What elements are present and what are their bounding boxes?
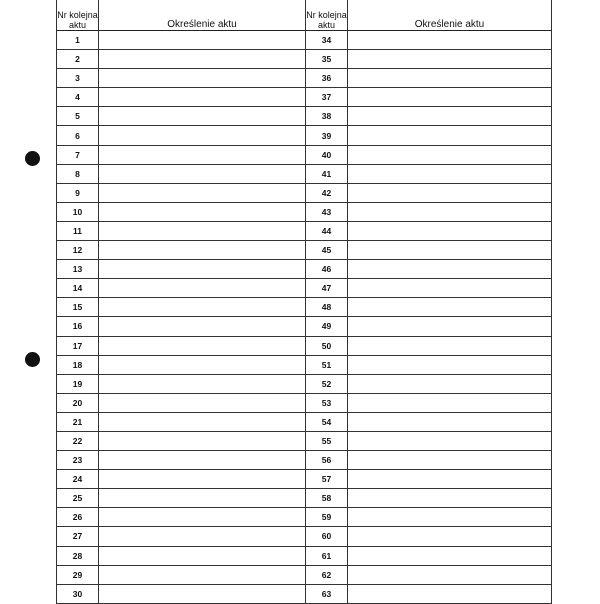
description-cell (348, 145, 552, 164)
description-cell (348, 336, 552, 355)
table-row (57, 31, 306, 50)
row-number: 55 (306, 431, 348, 450)
row-number: 51 (306, 355, 348, 374)
table-row (306, 31, 552, 50)
table-row (306, 393, 552, 412)
row-number: 35 (306, 50, 348, 69)
description-cell (348, 31, 552, 50)
table-row (306, 508, 552, 527)
table-row (306, 298, 552, 317)
row-number: 54 (306, 412, 348, 431)
table-row (306, 126, 552, 145)
table-row (306, 565, 552, 584)
table-row (306, 202, 552, 221)
table-row (57, 355, 306, 374)
row-number: 2 (57, 50, 99, 69)
table-row (57, 317, 306, 336)
row-number: 63 (306, 584, 348, 603)
description-cell (348, 317, 552, 336)
row-number: 42 (306, 183, 348, 202)
description-cell (348, 470, 552, 489)
description-cell (99, 546, 306, 565)
table-row (57, 298, 306, 317)
table-row (306, 69, 552, 88)
row-number: 17 (57, 336, 99, 355)
description-cell (99, 489, 306, 508)
row-number: 16 (57, 317, 99, 336)
table-row (306, 546, 552, 565)
description-cell (99, 374, 306, 393)
table-row (57, 508, 306, 527)
description-cell (99, 202, 306, 221)
table-row (306, 88, 552, 107)
table-row (306, 145, 552, 164)
description-cell (99, 31, 306, 50)
table-row (57, 584, 306, 603)
table-row (306, 317, 552, 336)
description-cell (348, 451, 552, 470)
table-row (306, 221, 552, 240)
description-cell (99, 355, 306, 374)
row-number: 47 (306, 279, 348, 298)
description-cell (348, 412, 552, 431)
description-cell (348, 202, 552, 221)
description-cell (99, 412, 306, 431)
description-cell (348, 355, 552, 374)
table-row (306, 584, 552, 603)
description-cell (99, 50, 306, 69)
table-row (57, 431, 306, 450)
description-cell (99, 393, 306, 412)
table-row (57, 374, 306, 393)
row-number: 29 (57, 565, 99, 584)
description-cell (348, 565, 552, 584)
table-row (57, 393, 306, 412)
column-header-number: Nr kolejna aktu (57, 0, 99, 31)
row-number: 41 (306, 164, 348, 183)
column-header-description: Określenie aktu (99, 0, 306, 31)
row-number: 30 (57, 584, 99, 603)
table-row (306, 50, 552, 69)
table-row (306, 374, 552, 393)
row-number: 44 (306, 221, 348, 240)
row-number: 25 (57, 489, 99, 508)
row-number: 53 (306, 393, 348, 412)
row-number: 28 (57, 546, 99, 565)
row-number: 61 (306, 546, 348, 565)
row-number: 6 (57, 126, 99, 145)
description-cell (348, 183, 552, 202)
description-cell (348, 88, 552, 107)
row-number: 36 (306, 69, 348, 88)
row-number: 5 (57, 107, 99, 126)
row-number: 27 (57, 527, 99, 546)
table-row (306, 164, 552, 183)
table-row (57, 183, 306, 202)
table-row (306, 527, 552, 546)
row-number: 4 (57, 88, 99, 107)
table-row (57, 527, 306, 546)
table-row (306, 470, 552, 489)
row-number: 3 (57, 69, 99, 88)
punch-hole-bottom (25, 352, 40, 367)
table-row (57, 241, 306, 260)
description-cell (348, 527, 552, 546)
description-cell (99, 221, 306, 240)
row-number: 60 (306, 527, 348, 546)
description-cell (99, 584, 306, 603)
description-cell (99, 69, 306, 88)
description-cell (99, 527, 306, 546)
description-cell (99, 88, 306, 107)
description-cell (99, 298, 306, 317)
description-cell (99, 145, 306, 164)
row-number: 13 (57, 260, 99, 279)
table-row (57, 470, 306, 489)
description-cell (348, 241, 552, 260)
table-row (306, 241, 552, 260)
row-number: 11 (57, 221, 99, 240)
description-cell (348, 260, 552, 279)
table-row (57, 489, 306, 508)
table-row (57, 126, 306, 145)
table-row (306, 260, 552, 279)
table-row (57, 565, 306, 584)
row-number: 24 (57, 470, 99, 489)
row-number: 20 (57, 393, 99, 412)
description-cell (99, 336, 306, 355)
row-number: 15 (57, 298, 99, 317)
description-cell (99, 431, 306, 450)
table-row (306, 183, 552, 202)
table-row (57, 336, 306, 355)
table-row (306, 489, 552, 508)
row-number: 50 (306, 336, 348, 355)
table-row (306, 451, 552, 470)
description-cell (348, 298, 552, 317)
description-cell (348, 584, 552, 603)
row-number: 59 (306, 508, 348, 527)
row-number: 23 (57, 451, 99, 470)
description-cell (348, 279, 552, 298)
table-row (57, 145, 306, 164)
description-cell (99, 126, 306, 145)
table-row (306, 336, 552, 355)
row-number: 43 (306, 202, 348, 221)
column-header-number: Nr kolejna aktu (306, 0, 348, 31)
table-row (57, 202, 306, 221)
description-cell (348, 508, 552, 527)
table-row (57, 546, 306, 565)
row-number: 18 (57, 355, 99, 374)
table-row (306, 107, 552, 126)
row-number: 22 (57, 431, 99, 450)
table-row (306, 431, 552, 450)
punch-hole-top (25, 151, 40, 166)
table-row (306, 355, 552, 374)
row-number: 49 (306, 317, 348, 336)
table-row (57, 260, 306, 279)
row-number: 9 (57, 183, 99, 202)
description-cell (348, 489, 552, 508)
description-cell (348, 69, 552, 88)
table-row (57, 164, 306, 183)
row-number: 19 (57, 374, 99, 393)
description-cell (348, 546, 552, 565)
register-table-right (305, 0, 552, 604)
table-row (57, 88, 306, 107)
table-row (306, 279, 552, 298)
description-cell (99, 164, 306, 183)
row-number: 12 (57, 241, 99, 260)
table-row (57, 69, 306, 88)
row-number: 14 (57, 279, 99, 298)
row-number: 39 (306, 126, 348, 145)
row-number: 62 (306, 565, 348, 584)
row-number: 57 (306, 470, 348, 489)
table-row (306, 412, 552, 431)
row-number: 56 (306, 451, 348, 470)
description-cell (348, 107, 552, 126)
row-number: 8 (57, 164, 99, 183)
description-cell (99, 508, 306, 527)
table-row (57, 412, 306, 431)
row-number: 52 (306, 374, 348, 393)
row-number: 40 (306, 145, 348, 164)
description-cell (348, 431, 552, 450)
description-cell (99, 470, 306, 489)
description-cell (348, 393, 552, 412)
description-cell (99, 279, 306, 298)
description-cell (99, 241, 306, 260)
description-cell (348, 164, 552, 183)
table-row (57, 451, 306, 470)
row-number: 48 (306, 298, 348, 317)
description-cell (99, 451, 306, 470)
description-cell (99, 317, 306, 336)
row-number: 1 (57, 31, 99, 50)
description-cell (99, 260, 306, 279)
table-row (57, 107, 306, 126)
table-row (57, 221, 306, 240)
row-number: 10 (57, 202, 99, 221)
description-cell (99, 183, 306, 202)
description-cell (348, 374, 552, 393)
row-number: 26 (57, 508, 99, 527)
description-cell (99, 107, 306, 126)
row-number: 7 (57, 145, 99, 164)
description-cell (348, 126, 552, 145)
row-number: 58 (306, 489, 348, 508)
description-cell (348, 50, 552, 69)
row-number: 46 (306, 260, 348, 279)
table-row (57, 279, 306, 298)
row-number: 37 (306, 88, 348, 107)
row-number: 21 (57, 412, 99, 431)
column-header-description: Określenie aktu (348, 0, 552, 31)
description-cell (348, 221, 552, 240)
table-row (57, 50, 306, 69)
row-number: 34 (306, 31, 348, 50)
row-number: 45 (306, 241, 348, 260)
row-number: 38 (306, 107, 348, 126)
register-table-left (56, 0, 306, 604)
description-cell (99, 565, 306, 584)
